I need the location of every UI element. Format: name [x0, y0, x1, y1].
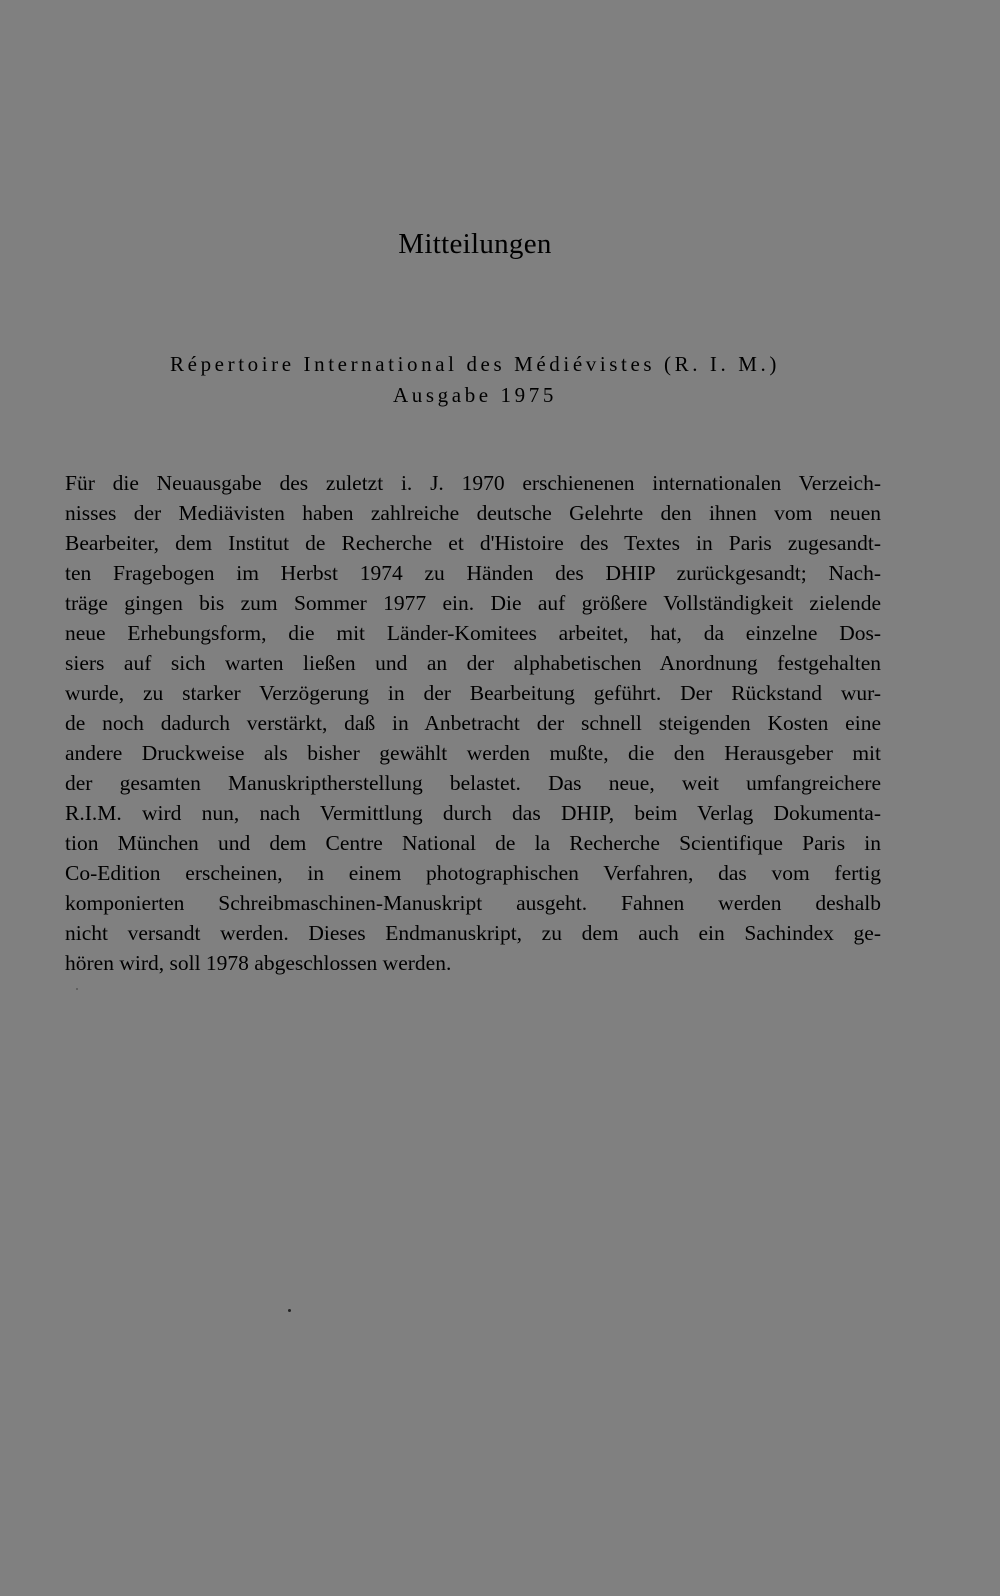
- paragraph-line: tion München und dem Centre National de la Recherche Scientifique Paris in: [65, 831, 881, 855]
- scan-speck: [76, 988, 78, 990]
- paragraph-line: ten Fragebogen im Herbst 1974 zu Händen des DHIP zurückgesandt; Nach-: [65, 561, 881, 585]
- paragraph-line: nisses der Mediävisten haben zahlreiche deutsche Gelehrte den ihnen vom neuen: [65, 501, 881, 525]
- paragraph-line: siers auf sich warten ließen und an der alphabetischen Anordnung festgehalten: [65, 651, 881, 675]
- paragraph-line: Bearbeiter, dem Institut de Recherche et d'Histoire des Textes in Paris zugesandt-: [65, 531, 881, 555]
- paragraph-line: der gesamten Manuskriptherstellung belastet. Das neue, weit umfangreichere: [65, 771, 881, 795]
- body-paragraph: [65, 468, 881, 978]
- paragraph-line: Co-Edition erscheinen, in einem photographischen Verfahren, das vom fertig: [65, 861, 881, 885]
- paragraph-line: de noch dadurch verstärkt, daß in Anbetracht der schnell steigenden Kosten eine: [65, 711, 881, 735]
- paragraph-line: Für die Neuausgabe des zuletzt i. J. 1970 erschienenen internationalen Verzeich-: [65, 471, 881, 495]
- paragraph-line: komponierten Schreibmaschinen-Manuskript ausgeht. Fahnen werden deshalb: [65, 891, 881, 915]
- paragraph-line: andere Druckweise als bisher gewählt werden mußte, die den Herausgeber mit: [65, 741, 881, 765]
- paragraph-line: neue Erhebungsform, die mit Länder-Komitees arbeitet, hat, da einzelne Dos-: [65, 621, 881, 645]
- paragraph-line: wurde, zu starker Verzögerung in der Bearbeitung geführt. Der Rückstand wur-: [65, 681, 881, 705]
- section-title: Répertoire International des Médiévistes (R. I. M.): [170, 352, 780, 376]
- section-subtitle: Ausgabe 1975: [393, 383, 557, 407]
- paragraph-line: hören wird, soll 1978 abgeschlossen werden.: [65, 951, 452, 975]
- paragraph-line: R.I.M. wird nun, nach Vermittlung durch das DHIP, beim Verlag Dokumenta-: [65, 801, 881, 825]
- scan-speck: [288, 1309, 291, 1312]
- page-title: Mitteilungen: [398, 228, 552, 260]
- paragraph-line: nicht versandt werden. Dieses Endmanuskript, zu dem auch ein Sachindex ge-: [65, 921, 881, 945]
- paragraph-line: träge gingen bis zum Sommer 1977 ein. Die auf größere Vollständigkeit zielende: [65, 591, 881, 615]
